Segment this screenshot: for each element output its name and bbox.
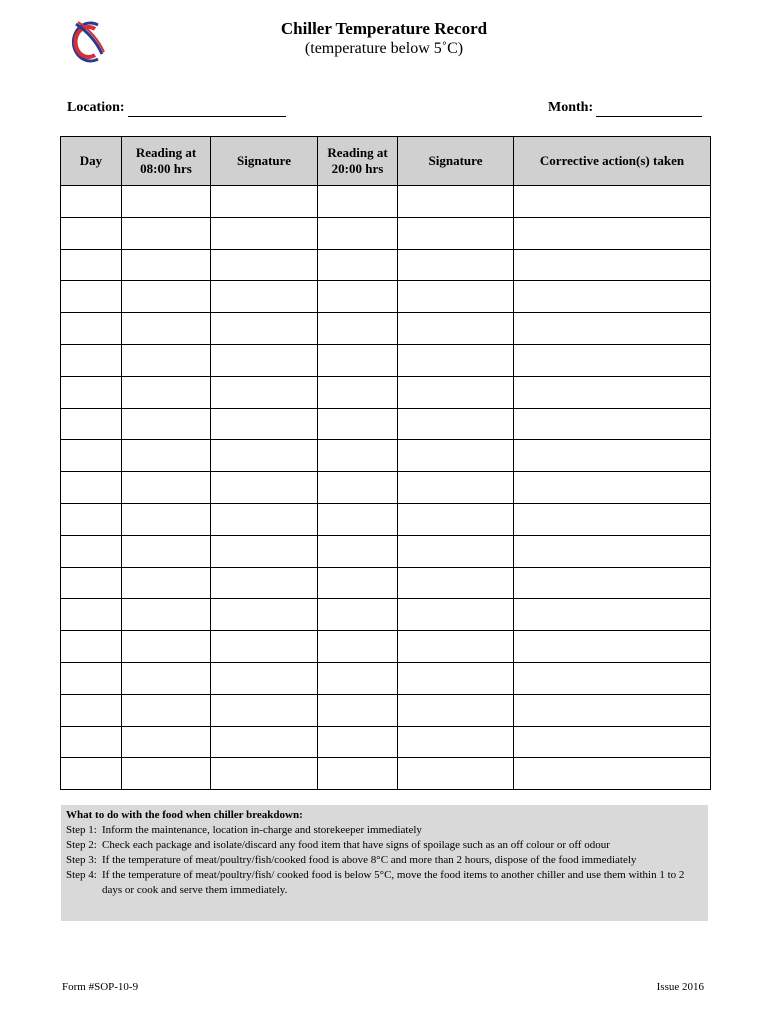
day-cell[interactable] (61, 503, 122, 535)
reading-2000-cell[interactable] (318, 249, 398, 281)
signature-pm-cell[interactable] (398, 694, 514, 726)
reading-2000-cell[interactable] (318, 662, 398, 694)
table-row (61, 313, 711, 345)
corrective-action-cell[interactable] (514, 694, 711, 726)
signature-pm-cell[interactable] (398, 535, 514, 567)
month-field[interactable] (596, 116, 702, 117)
reading-2000-cell[interactable] (318, 631, 398, 663)
corrective-action-cell[interactable] (514, 408, 711, 440)
reading-2000-cell[interactable] (318, 344, 398, 376)
step-text: If the temperature of meat/poultry/fish/cooked food is above 8°C and more than 2 hours, dispose of the food immediately (102, 854, 637, 866)
signature-pm-cell[interactable] (398, 249, 514, 281)
table-row (61, 186, 711, 218)
table-row (61, 503, 711, 535)
day-cell[interactable] (61, 472, 122, 504)
instructions-heading: What to do with the food when chiller breakdown: (66, 809, 303, 821)
table-row (61, 599, 711, 631)
signature-pm-cell[interactable] (398, 281, 514, 313)
location-label: Location: (67, 100, 125, 115)
corrective-action-cell[interactable] (514, 726, 711, 758)
day-cell[interactable] (61, 726, 122, 758)
corrective-action-cell[interactable] (514, 472, 711, 504)
table-row (61, 567, 711, 599)
signature-am-cell[interactable] (211, 662, 318, 694)
reading-0800-cell[interactable] (122, 662, 211, 694)
reading-0800-cell[interactable] (122, 249, 211, 281)
step-label: Step 3: (66, 854, 97, 866)
signature-am-cell[interactable] (211, 217, 318, 249)
day-cell[interactable] (61, 631, 122, 663)
day-cell[interactable] (61, 567, 122, 599)
corrective-action-cell[interactable] (514, 631, 711, 663)
column-header-reading-2000: Reading at 20:00 hrs (318, 137, 398, 186)
step-text: Check each package and isolate/discard any food item that have signs of spoilage such as an off colour or off odour (102, 839, 610, 851)
day-cell[interactable] (61, 758, 122, 790)
day-cell[interactable] (61, 249, 122, 281)
step-1 (66, 823, 704, 838)
corrective-action-cell[interactable] (514, 249, 711, 281)
step-4 (66, 868, 704, 898)
signature-pm-cell[interactable] (398, 313, 514, 345)
signature-am-cell[interactable] (211, 281, 318, 313)
signature-pm-cell[interactable] (398, 440, 514, 472)
step-3 (66, 853, 704, 868)
signature-am-cell[interactable] (211, 408, 318, 440)
reading-2000-cell[interactable] (318, 217, 398, 249)
corrective-action-cell[interactable] (514, 281, 711, 313)
signature-pm-cell[interactable] (398, 567, 514, 599)
reading-2000-cell[interactable] (318, 313, 398, 345)
reading-2000-cell[interactable] (318, 758, 398, 790)
corrective-action-cell[interactable] (514, 503, 711, 535)
reading-0800-cell[interactable] (122, 344, 211, 376)
day-cell[interactable] (61, 217, 122, 249)
corrective-action-cell[interactable] (514, 567, 711, 599)
signature-pm-cell[interactable] (398, 186, 514, 218)
signature-pm-cell[interactable] (398, 599, 514, 631)
day-cell[interactable] (61, 281, 122, 313)
day-cell[interactable] (61, 662, 122, 694)
day-cell[interactable] (61, 408, 122, 440)
step-label: Step 4: (66, 869, 97, 881)
corrective-action-cell[interactable] (514, 313, 711, 345)
corrective-action-cell[interactable] (514, 599, 711, 631)
reading-0800-cell[interactable] (122, 567, 211, 599)
reading-2000-cell[interactable] (318, 503, 398, 535)
signature-pm-cell[interactable] (398, 344, 514, 376)
corrective-action-cell[interactable] (514, 662, 711, 694)
page-title: Chiller Temperature Record (280, 19, 488, 38)
reading-2000-cell[interactable] (318, 408, 398, 440)
signature-pm-cell[interactable] (398, 376, 514, 408)
month-label: Month: (548, 100, 594, 115)
day-cell[interactable] (61, 599, 122, 631)
corrective-action-cell[interactable] (514, 217, 711, 249)
table-row (61, 281, 711, 313)
signature-am-cell[interactable] (211, 535, 318, 567)
signature-am-cell[interactable] (211, 249, 318, 281)
breakdown-instructions (61, 805, 708, 921)
table-row (61, 662, 711, 694)
signature-am-cell[interactable] (211, 344, 318, 376)
day-cell[interactable] (61, 694, 122, 726)
table-row (61, 694, 711, 726)
table-row (61, 217, 711, 249)
form-number: Form #SOP-10-9 (62, 981, 139, 993)
reading-2000-cell[interactable] (318, 186, 398, 218)
table-row (61, 758, 711, 790)
column-header-reading-0800: Reading at 08:00 hrs (122, 137, 211, 186)
table-row (61, 726, 711, 758)
step-label: Step 1: (66, 824, 97, 836)
column-header-signature-pm: Signature (398, 137, 514, 186)
signature-pm-cell[interactable] (398, 217, 514, 249)
signature-pm-cell[interactable] (398, 472, 514, 504)
reading-0800-cell[interactable] (122, 281, 211, 313)
step-text: Inform the maintenance, location in-charge and storekeeper immediately (102, 824, 422, 836)
reading-0800-cell[interactable] (122, 472, 211, 504)
signature-am-cell[interactable] (211, 472, 318, 504)
reading-2000-cell[interactable] (318, 567, 398, 599)
corrective-action-cell[interactable] (514, 376, 711, 408)
signature-pm-cell[interactable] (398, 408, 514, 440)
corrective-action-cell[interactable] (514, 440, 711, 472)
reading-0800-cell[interactable] (122, 503, 211, 535)
reading-0800-cell[interactable] (122, 440, 211, 472)
table-row (61, 344, 711, 376)
table-row (61, 535, 711, 567)
reading-0800-cell[interactable] (122, 313, 211, 345)
reading-2000-cell[interactable] (318, 472, 398, 504)
reading-2000-cell[interactable] (318, 694, 398, 726)
table-row (61, 376, 711, 408)
temperature-record-table (60, 136, 711, 790)
reading-0800-cell[interactable] (122, 758, 211, 790)
signature-am-cell[interactable] (211, 694, 318, 726)
corrective-action-cell[interactable] (514, 186, 711, 218)
table-row (61, 249, 711, 281)
reading-0800-cell[interactable] (122, 726, 211, 758)
signature-pm-cell[interactable] (398, 631, 514, 663)
corrective-action-cell[interactable] (514, 344, 711, 376)
day-cell[interactable] (61, 186, 122, 218)
reading-2000-cell[interactable] (318, 726, 398, 758)
signature-am-cell[interactable] (211, 503, 318, 535)
signature-am-cell[interactable] (211, 631, 318, 663)
table-row (61, 440, 711, 472)
reading-0800-cell[interactable] (122, 694, 211, 726)
reading-0800-cell[interactable] (122, 408, 211, 440)
reading-2000-cell[interactable] (318, 599, 398, 631)
day-cell[interactable] (61, 440, 122, 472)
reading-0800-cell[interactable] (122, 631, 211, 663)
step-text: If the temperature of meat/poultry/fish/ cooked food is below 5°C, move the food items to another chiller and use them within 1 to 2 days or cook and serve them immediately. (102, 869, 685, 896)
reading-2000-cell[interactable] (318, 281, 398, 313)
reading-0800-cell[interactable] (122, 535, 211, 567)
signature-pm-cell[interactable] (398, 503, 514, 535)
reading-0800-cell[interactable] (122, 376, 211, 408)
reading-0800-cell[interactable] (122, 217, 211, 249)
issue-label: Issue 2016 (656, 981, 704, 993)
corrective-action-cell[interactable] (514, 758, 711, 790)
step-2 (66, 838, 704, 853)
signature-am-cell[interactable] (211, 567, 318, 599)
column-header-corrective-action: Corrective action(s) taken (514, 137, 711, 186)
table-row (61, 631, 711, 663)
signature-am-cell[interactable] (211, 186, 318, 218)
column-header-signature-am: Signature (211, 137, 318, 186)
signature-am-cell[interactable] (211, 440, 318, 472)
column-header-day: Day (61, 137, 122, 186)
table-body (61, 186, 711, 790)
signature-am-cell[interactable] (211, 313, 318, 345)
signature-am-cell[interactable] (211, 758, 318, 790)
day-cell[interactable] (61, 535, 122, 567)
signature-pm-cell[interactable] (398, 726, 514, 758)
signature-pm-cell[interactable] (398, 662, 514, 694)
signature-pm-cell[interactable] (398, 758, 514, 790)
signature-am-cell[interactable] (211, 376, 318, 408)
table-row (61, 472, 711, 504)
page-subtitle: (temperature below 5˚C) (304, 40, 464, 57)
signature-am-cell[interactable] (211, 726, 318, 758)
day-cell[interactable] (61, 376, 122, 408)
day-cell[interactable] (61, 313, 122, 345)
reading-2000-cell[interactable] (318, 535, 398, 567)
reading-2000-cell[interactable] (318, 376, 398, 408)
day-cell[interactable] (61, 344, 122, 376)
table-row (61, 408, 711, 440)
signature-am-cell[interactable] (211, 599, 318, 631)
step-label: Step 2: (66, 839, 97, 851)
reading-0800-cell[interactable] (122, 186, 211, 218)
table-header-row (61, 137, 711, 186)
reading-0800-cell[interactable] (122, 599, 211, 631)
location-field[interactable] (128, 116, 286, 117)
reading-2000-cell[interactable] (318, 440, 398, 472)
corrective-action-cell[interactable] (514, 535, 711, 567)
